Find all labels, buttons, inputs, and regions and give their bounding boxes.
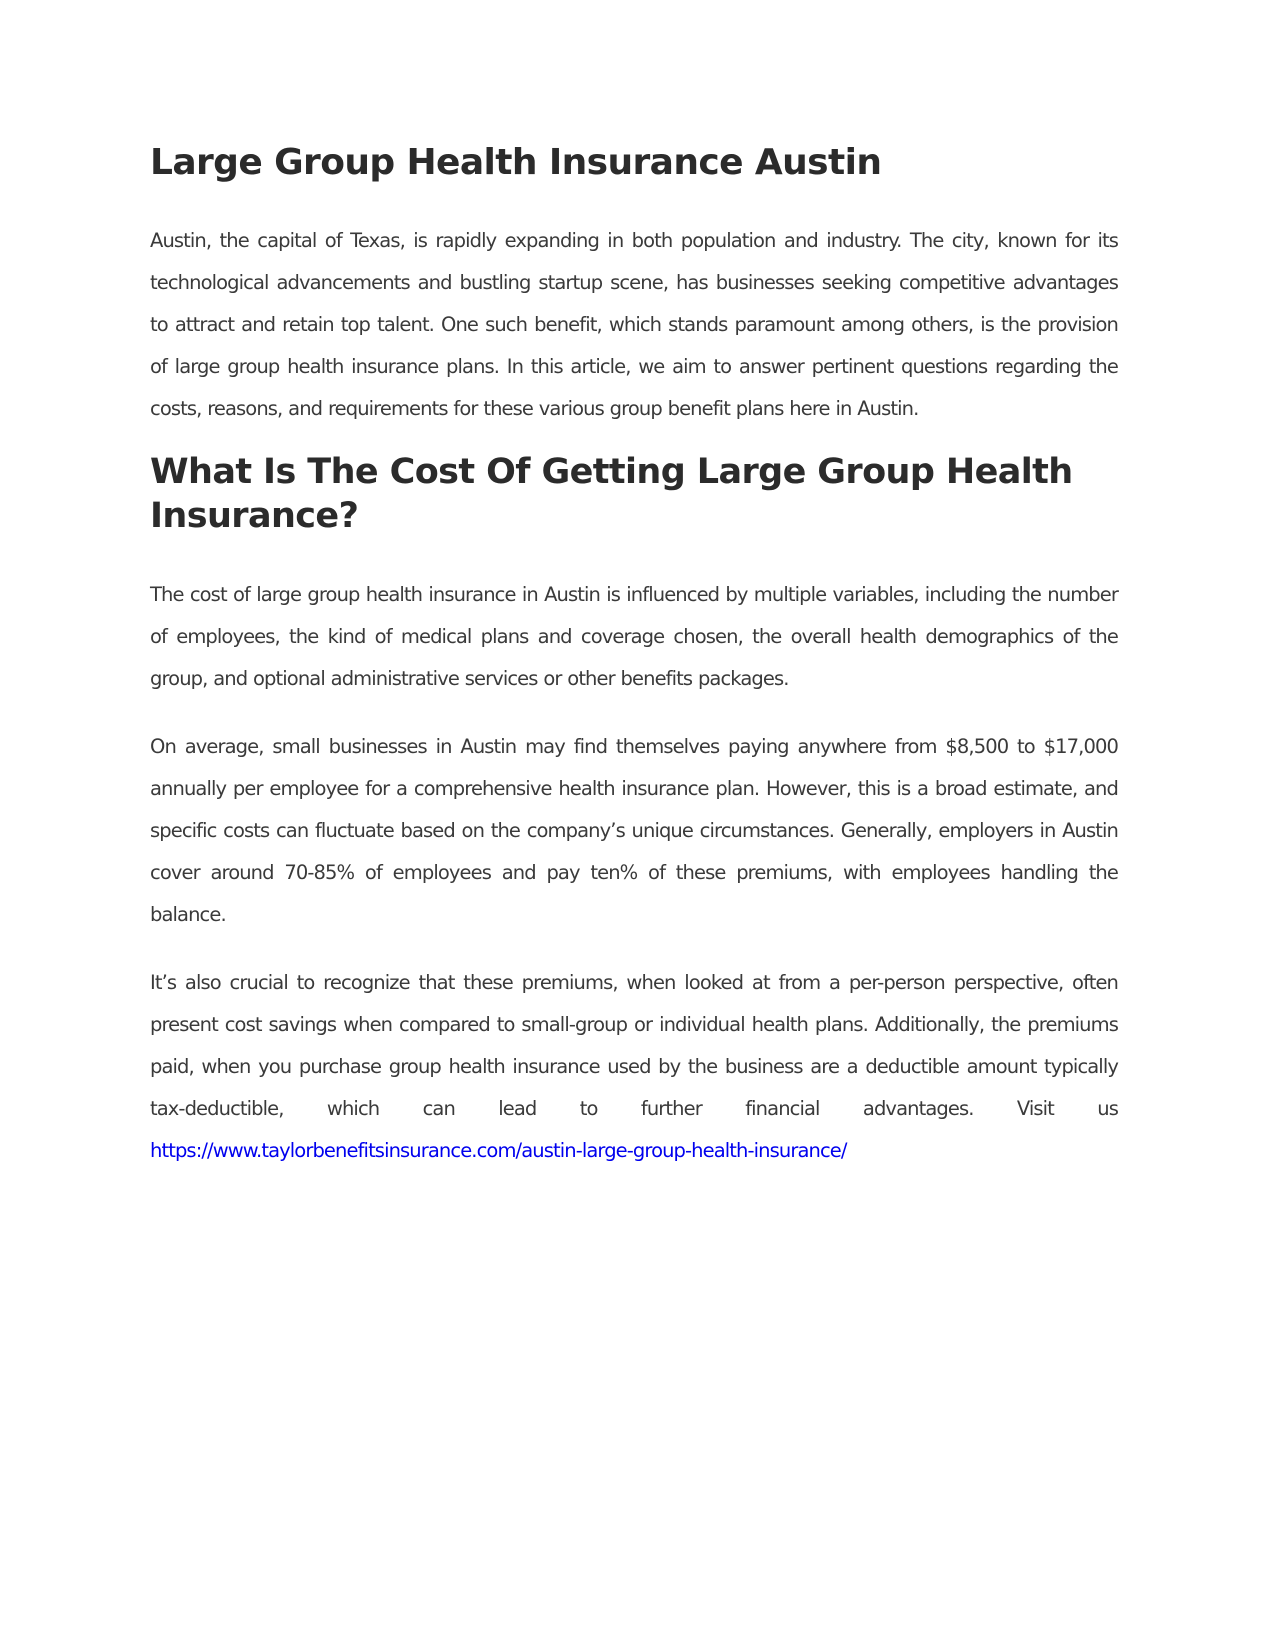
cost-factors-paragraph: The cost of large group health insurance in Austin is influenced by multiple variables, including the number of employees, the kind of medical plans and coverage chosen, the overall health demographics of the group, and optional administrative services or other benefits packages. xyxy=(150,583,1118,690)
average-cost-paragraph: On average, small businesses in Austin may find themselves paying anywhere from $8,500 to $17,000 annually per employee for a comprehensive health insurance plan. However, this is a broad estimate, and specific costs can fluctuate based on the company’s unique circumstances. Generally, employers in Austin cover around 70-85% of employees and pay ten% of these premiums, with employees handling the balance. xyxy=(150,735,1118,926)
section-heading: What Is The Cost Of Getting Large Group Health Insurance? xyxy=(150,452,1073,536)
page-title: Large Group Health Insurance Austin xyxy=(150,142,882,183)
intro-paragraph: Austin, the capital of Texas, is rapidly expanding in both population and industry. The city, known for its technological advancements and bustling startup scene, has businesses seeking competitive advantages to attract and retain top talent. One such benefit, which stands paramount among others, is the provision of large group health insurance plans. In this article, we aim to answer pertinent questions regarding the costs, reasons, and requirements for these various group benefit plans here in Austin. xyxy=(150,229,1118,420)
savings-paragraph xyxy=(150,962,1118,1172)
savings-text: It’s also crucial to recognize that these premiums, when looked at from a per-person perspective, often present cost savings when compared to small-group or individual health plans. Additionally, the premiums paid, when you purchase group health insurance used by the business are a deductible amount typically tax-deductible, which can lead to further financial advantages. Visit us xyxy=(150,971,1118,1120)
document-page xyxy=(150,140,1118,1172)
website-link[interactable]: https://www.taylorbenefitsinsurance.com/austin-large-group-health-insurance/ xyxy=(150,1139,847,1162)
